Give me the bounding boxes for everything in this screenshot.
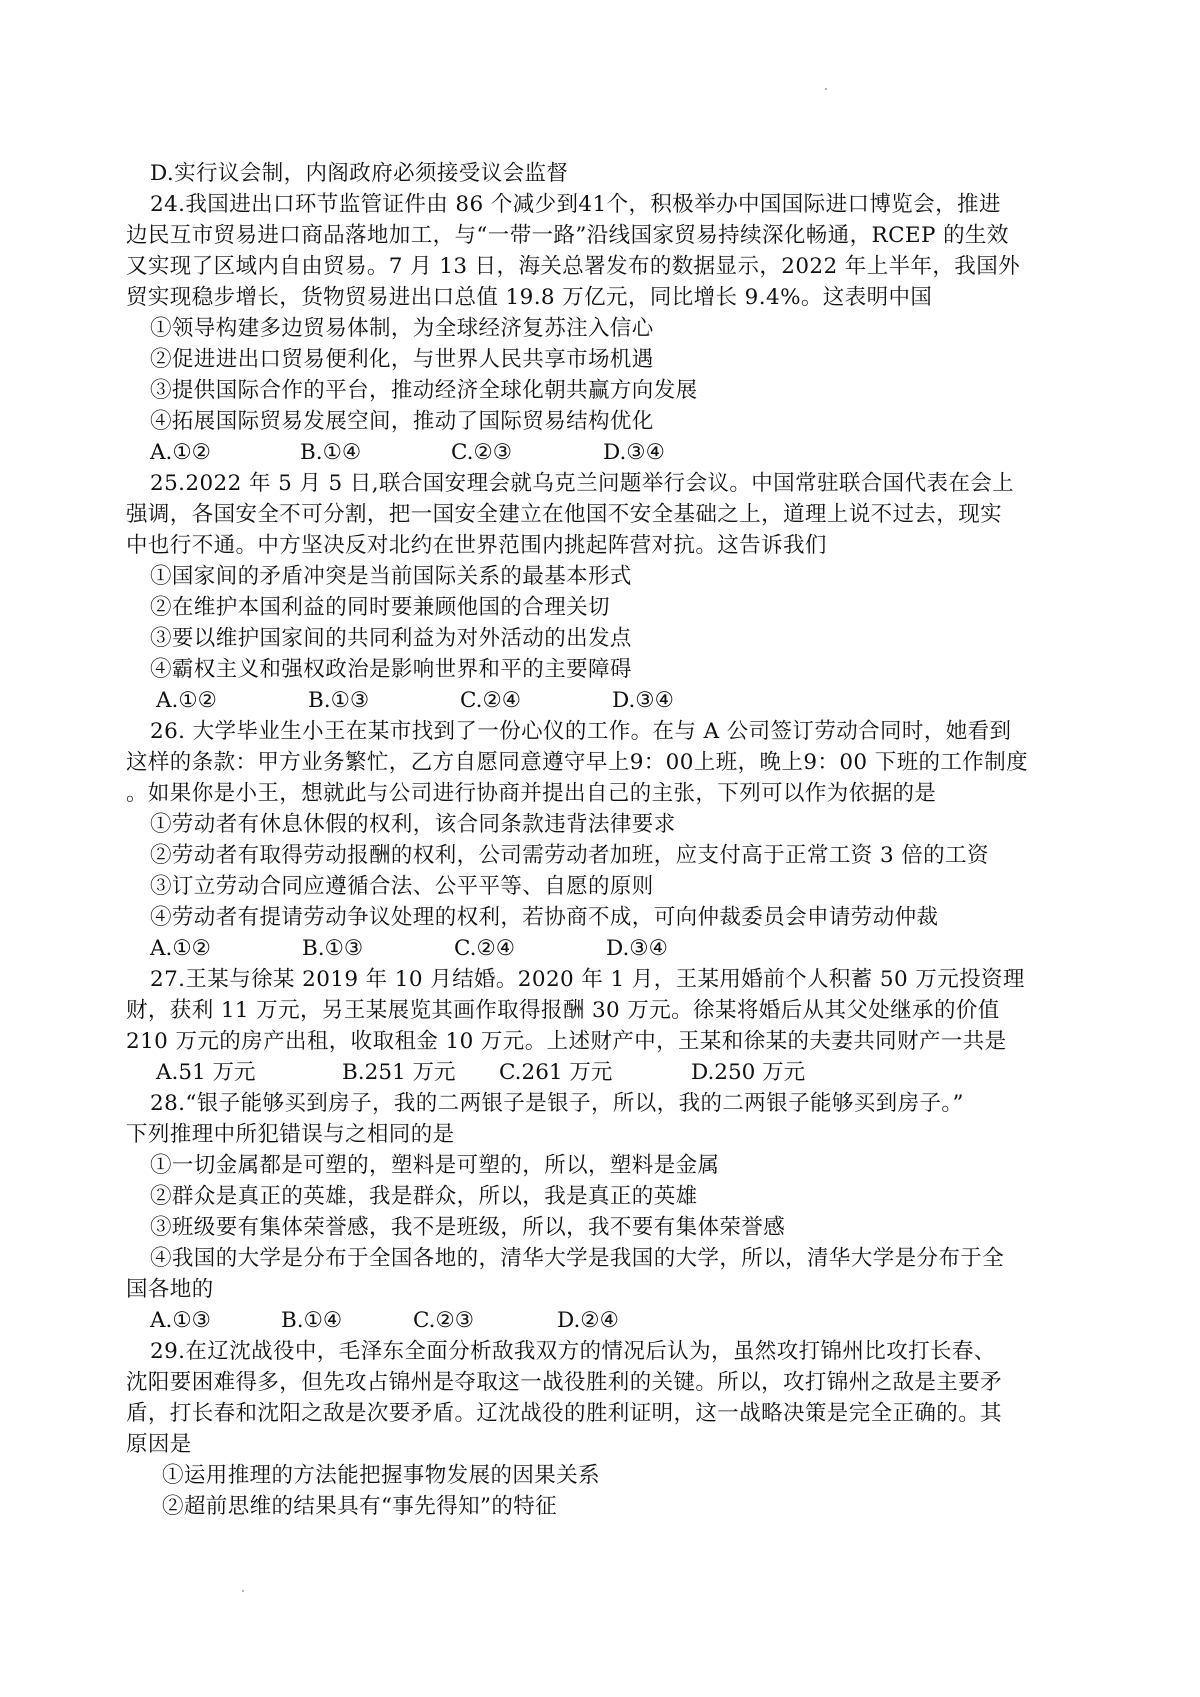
choice-a: A.①②: [150, 936, 211, 961]
q28-statement: ①一切金属都是可塑的，塑料是可塑的，所以，塑料是金属: [150, 1153, 720, 1178]
q27-stem-line: 财，获利 11 万元，另王某展览其画作取得报酬 30 万元。徐某将婚后从其父处继承的价值: [126, 998, 1000, 1023]
q24-statement: ③提供国际合作的平台，推动经济全球化朝共赢方向发展: [150, 378, 698, 403]
q26-statement: ②劳动者有取得劳动报酬的权利，公司需劳动者加班，应支付高于正常工资 3 倍的工资: [150, 843, 989, 868]
q24-stem-line: 24.我国进出口环节监管证件由 86 个减少到41个，积极举办中国国际进口博览会，推进: [150, 192, 1001, 217]
q28-stem-line: 28.“银子能够买到房子，我的二两银子是银子，所以，我的二两银子能够买到房子。”: [150, 1091, 964, 1116]
q25-statement: ①国家间的矛盾冲突是当前国际关系的最基本形式: [150, 564, 632, 589]
q23-option-d: D.实行议会制，内阁政府必须接受议会监督: [150, 161, 569, 186]
q25-stem-line: 中也行不通。中方坚决反对北约在世界范围内挑起阵营对抗。这告诉我们: [126, 533, 827, 558]
q25-statement: ③要以维护国家间的共同利益为对外活动的出发点: [150, 626, 632, 651]
q24-statement: ②促进进出口贸易便利化，与世界人民共享市场机遇: [150, 347, 654, 372]
choice-a: A.51 万元: [156, 1060, 256, 1085]
q26-choices: [150, 933, 750, 965]
choice-d: D.③④: [606, 936, 668, 961]
q26-stem-line: 。如果你是小王，想就此与公司进行协商并提出自己的主张，下列可以作为依据的是: [126, 781, 937, 806]
q27-stem-line: 210 万元的房产出租，收取租金 10 万元。上述财产中，王某和徐某的夫妻共同财产一共是: [126, 1029, 1007, 1054]
q29-statement: ②超前思维的结果具有“事先得知”的特征: [162, 1494, 558, 1519]
choice-b: B.①③: [302, 936, 364, 961]
q26-stem-line: 这样的条款：甲方业务繁忙，乙方自愿同意遵守早上9：00上班，晚上9：00 下班的工作制度: [126, 750, 1029, 775]
q28-statement: ③班级要有集体荣誉感，我不是班级，所以，我不要有集体荣誉感: [150, 1215, 786, 1240]
q28-statement: 国各地的: [126, 1277, 214, 1302]
choice-b: B.①④: [300, 440, 362, 465]
q24-choices: [150, 437, 750, 469]
q25-statement: ②在维护本国利益的同时要兼顾他国的合理关切: [150, 595, 610, 620]
choice-c: C.②④: [454, 936, 516, 961]
q29-stem-line: 原因是: [126, 1432, 192, 1457]
choice-d: D.③④: [603, 440, 665, 465]
q29-stem-line: 盾，打长春和沈阳之敌是次要矛盾。辽沈战役的胜利证明，这一战略决策是完全正确的。其: [126, 1401, 1003, 1426]
q27-stem-line: 27.王某与徐某 2019 年 10 月结婚。2020 年 1 月，王某用婚前个人积蓄 50 万元投资理: [150, 967, 1025, 992]
choice-c: C.261 万元: [499, 1060, 613, 1085]
q26-statement: ①劳动者有休息休假的权利，该合同条款违背法律要求: [150, 812, 676, 837]
choice-a: A.①②: [156, 688, 217, 713]
q25-choices: [156, 685, 756, 717]
q26-statement: ④劳动者有提请劳动争议处理的权利，若协商不成，可向仲裁委员会申请劳动仲裁: [150, 905, 939, 930]
q25-stem-line: 强调，各国安全不可分割，把一国安全建立在他国不安全基础之上，道理上说不过去，现实: [126, 502, 1003, 527]
choice-c: C.②③: [413, 1308, 475, 1333]
choice-b: B.①④: [281, 1308, 343, 1333]
choice-a: A.①②: [150, 440, 211, 465]
q24-stem-line: 又实现了区域内自由贸易。7 月 13 日，海关总署发布的数据显示，2022 年上半年，我国外: [126, 254, 1020, 279]
scan-speck: [242, 1590, 244, 1592]
q29-stem-line: 29.在辽沈战役中，毛泽东全面分析敌我双方的情况后认为，虽然攻打锦州比攻打长春、: [150, 1339, 996, 1364]
q29-statement: ①运用推理的方法能把握事物发展的因果关系: [162, 1463, 601, 1488]
q28-stem-line: 下列推理中所犯错误与之相同的是: [126, 1122, 455, 1147]
choice-a: A.①③: [150, 1308, 211, 1333]
choice-d: D.250 万元: [691, 1060, 806, 1085]
q26-stem-line: 26. 大学毕业生小王在某市找到了一份心仪的工作。在与 A 公司签订劳动合同时，她看到: [150, 719, 1012, 744]
choice-d: D.③④: [612, 688, 674, 713]
choice-c: C.②③: [451, 440, 513, 465]
q27-choices: [156, 1057, 856, 1089]
q26-statement: ③订立劳动合同应遵循合法、公平平等、自愿的原则: [150, 874, 654, 899]
choice-b: B.①③: [308, 688, 370, 713]
q28-choices: [150, 1305, 750, 1337]
choice-d: D.②④: [557, 1308, 619, 1333]
q24-statement: ①领导构建多边贸易体制，为全球经济复苏注入信心: [150, 316, 654, 341]
q24-stem-line: 贸实现稳步增长，货物贸易进出口总值 19.8 万亿元，同比增长 9.4%。这表明中国: [126, 285, 933, 310]
q25-stem-line: 25.2022 年 5 月 5 日,联合国安理会就乌克兰问题举行会议。中国常驻联合国代表在会上: [150, 471, 1015, 496]
q25-statement: ④霸权主义和强权政治是影响世界和平的主要障碍: [150, 657, 632, 682]
choice-c: C.②④: [460, 688, 522, 713]
q28-statement: ②群众是真正的英雄，我是群众，所以，我是真正的英雄: [150, 1184, 698, 1209]
q28-statement: ④我国的大学是分布于全国各地的，清华大学是我国的大学，所以，清华大学是分布于全: [150, 1246, 1005, 1271]
choice-b: B.251 万元: [342, 1060, 456, 1085]
q24-statement: ④拓展国际贸易发展空间，推动了国际贸易结构优化: [150, 409, 654, 434]
scan-speck: [825, 88, 827, 90]
q24-stem-line: 边民互市贸易进口商品落地加工，与“一带一路”沿线国家贸易持续深化畅通，RCEP 的生效: [126, 223, 1009, 248]
q29-stem-line: 沈阳要困难得多，但先攻占锦州是夺取这一战役胜利的关键。所以，攻打锦州之敌是主要矛: [126, 1370, 1003, 1395]
